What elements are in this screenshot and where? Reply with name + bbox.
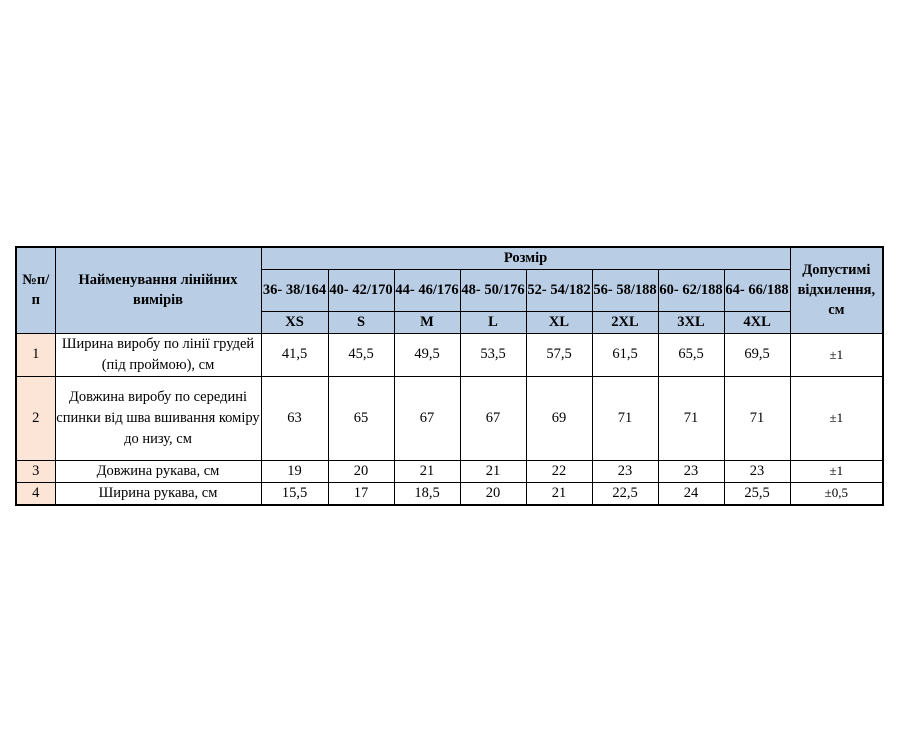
size-code-header: XS	[261, 311, 328, 333]
row-number: 1	[16, 333, 55, 376]
measurement-name: Довжина виробу по середині спинки від шва вшивання коміру до низу, см	[55, 376, 261, 460]
measurement-value: 23	[658, 460, 724, 482]
size-code-header: S	[328, 311, 394, 333]
measurement-value: 21	[526, 482, 592, 505]
table-row	[16, 376, 883, 460]
size-range-header: 60- 62/188	[658, 269, 724, 311]
measurement-value: 21	[460, 460, 526, 482]
measurement-value: 19	[261, 460, 328, 482]
measurement-value: 69,5	[724, 333, 790, 376]
size-code-header: XL	[526, 311, 592, 333]
measurement-value: 65,5	[658, 333, 724, 376]
measurement-name: Ширина виробу по лінії грудей (під проймою), см	[55, 333, 261, 376]
measurement-value: 67	[460, 376, 526, 460]
measurement-name-column-header: Найменування лінійних вимірів	[55, 247, 261, 333]
size-range-header: 36- 38/164	[261, 269, 328, 311]
size-code-header: L	[460, 311, 526, 333]
measurement-value: 18,5	[394, 482, 460, 505]
measurement-name: Ширина рукава, см	[55, 482, 261, 505]
size-range-header: 56- 58/188	[592, 269, 658, 311]
tolerance-value: ±1	[790, 460, 883, 482]
measurement-value: 65	[328, 376, 394, 460]
tolerance-column-header: Допустимі відхилення, см	[790, 247, 883, 333]
measurement-value: 49,5	[394, 333, 460, 376]
measurement-value: 20	[460, 482, 526, 505]
measurement-value: 22	[526, 460, 592, 482]
table-row	[16, 333, 883, 376]
tolerance-value: ±1	[790, 333, 883, 376]
size-code-header: 3XL	[658, 311, 724, 333]
measurement-value: 71	[658, 376, 724, 460]
measurement-value: 17	[328, 482, 394, 505]
size-range-header: 52- 54/182	[526, 269, 592, 311]
measurement-value: 23	[592, 460, 658, 482]
tolerance-value: ±1	[790, 376, 883, 460]
measurement-value: 24	[658, 482, 724, 505]
tolerance-value: ±0,5	[790, 482, 883, 505]
measurement-value: 71	[724, 376, 790, 460]
size-code-header: 4XL	[724, 311, 790, 333]
row-number: 2	[16, 376, 55, 460]
size-code-header: M	[394, 311, 460, 333]
measurement-value: 45,5	[328, 333, 394, 376]
measurement-value: 21	[394, 460, 460, 482]
header-row-group	[16, 247, 883, 269]
measurement-value: 25,5	[724, 482, 790, 505]
measurement-value: 57,5	[526, 333, 592, 376]
measurement-name: Довжина рукава, см	[55, 460, 261, 482]
measurement-value: 15,5	[261, 482, 328, 505]
measurement-value: 67	[394, 376, 460, 460]
size-group-header: Розмір	[261, 247, 790, 269]
measurement-value: 63	[261, 376, 328, 460]
measurement-value: 69	[526, 376, 592, 460]
measurement-value: 61,5	[592, 333, 658, 376]
table-row	[16, 482, 883, 505]
measurement-value: 41,5	[261, 333, 328, 376]
measurement-value: 20	[328, 460, 394, 482]
measurement-value: 71	[592, 376, 658, 460]
measurement-value: 23	[724, 460, 790, 482]
row-number: 3	[16, 460, 55, 482]
size-range-header: 40- 42/170	[328, 269, 394, 311]
measurement-value: 53,5	[460, 333, 526, 376]
size-chart-table	[15, 246, 884, 506]
row-number: 4	[16, 482, 55, 505]
size-range-header: 44- 46/176	[394, 269, 460, 311]
size-code-header: 2XL	[592, 311, 658, 333]
measurement-value: 22,5	[592, 482, 658, 505]
number-column-header: №п/ п	[16, 247, 55, 333]
size-range-header: 64- 66/188	[724, 269, 790, 311]
table-row	[16, 460, 883, 482]
size-range-header: 48- 50/176	[460, 269, 526, 311]
